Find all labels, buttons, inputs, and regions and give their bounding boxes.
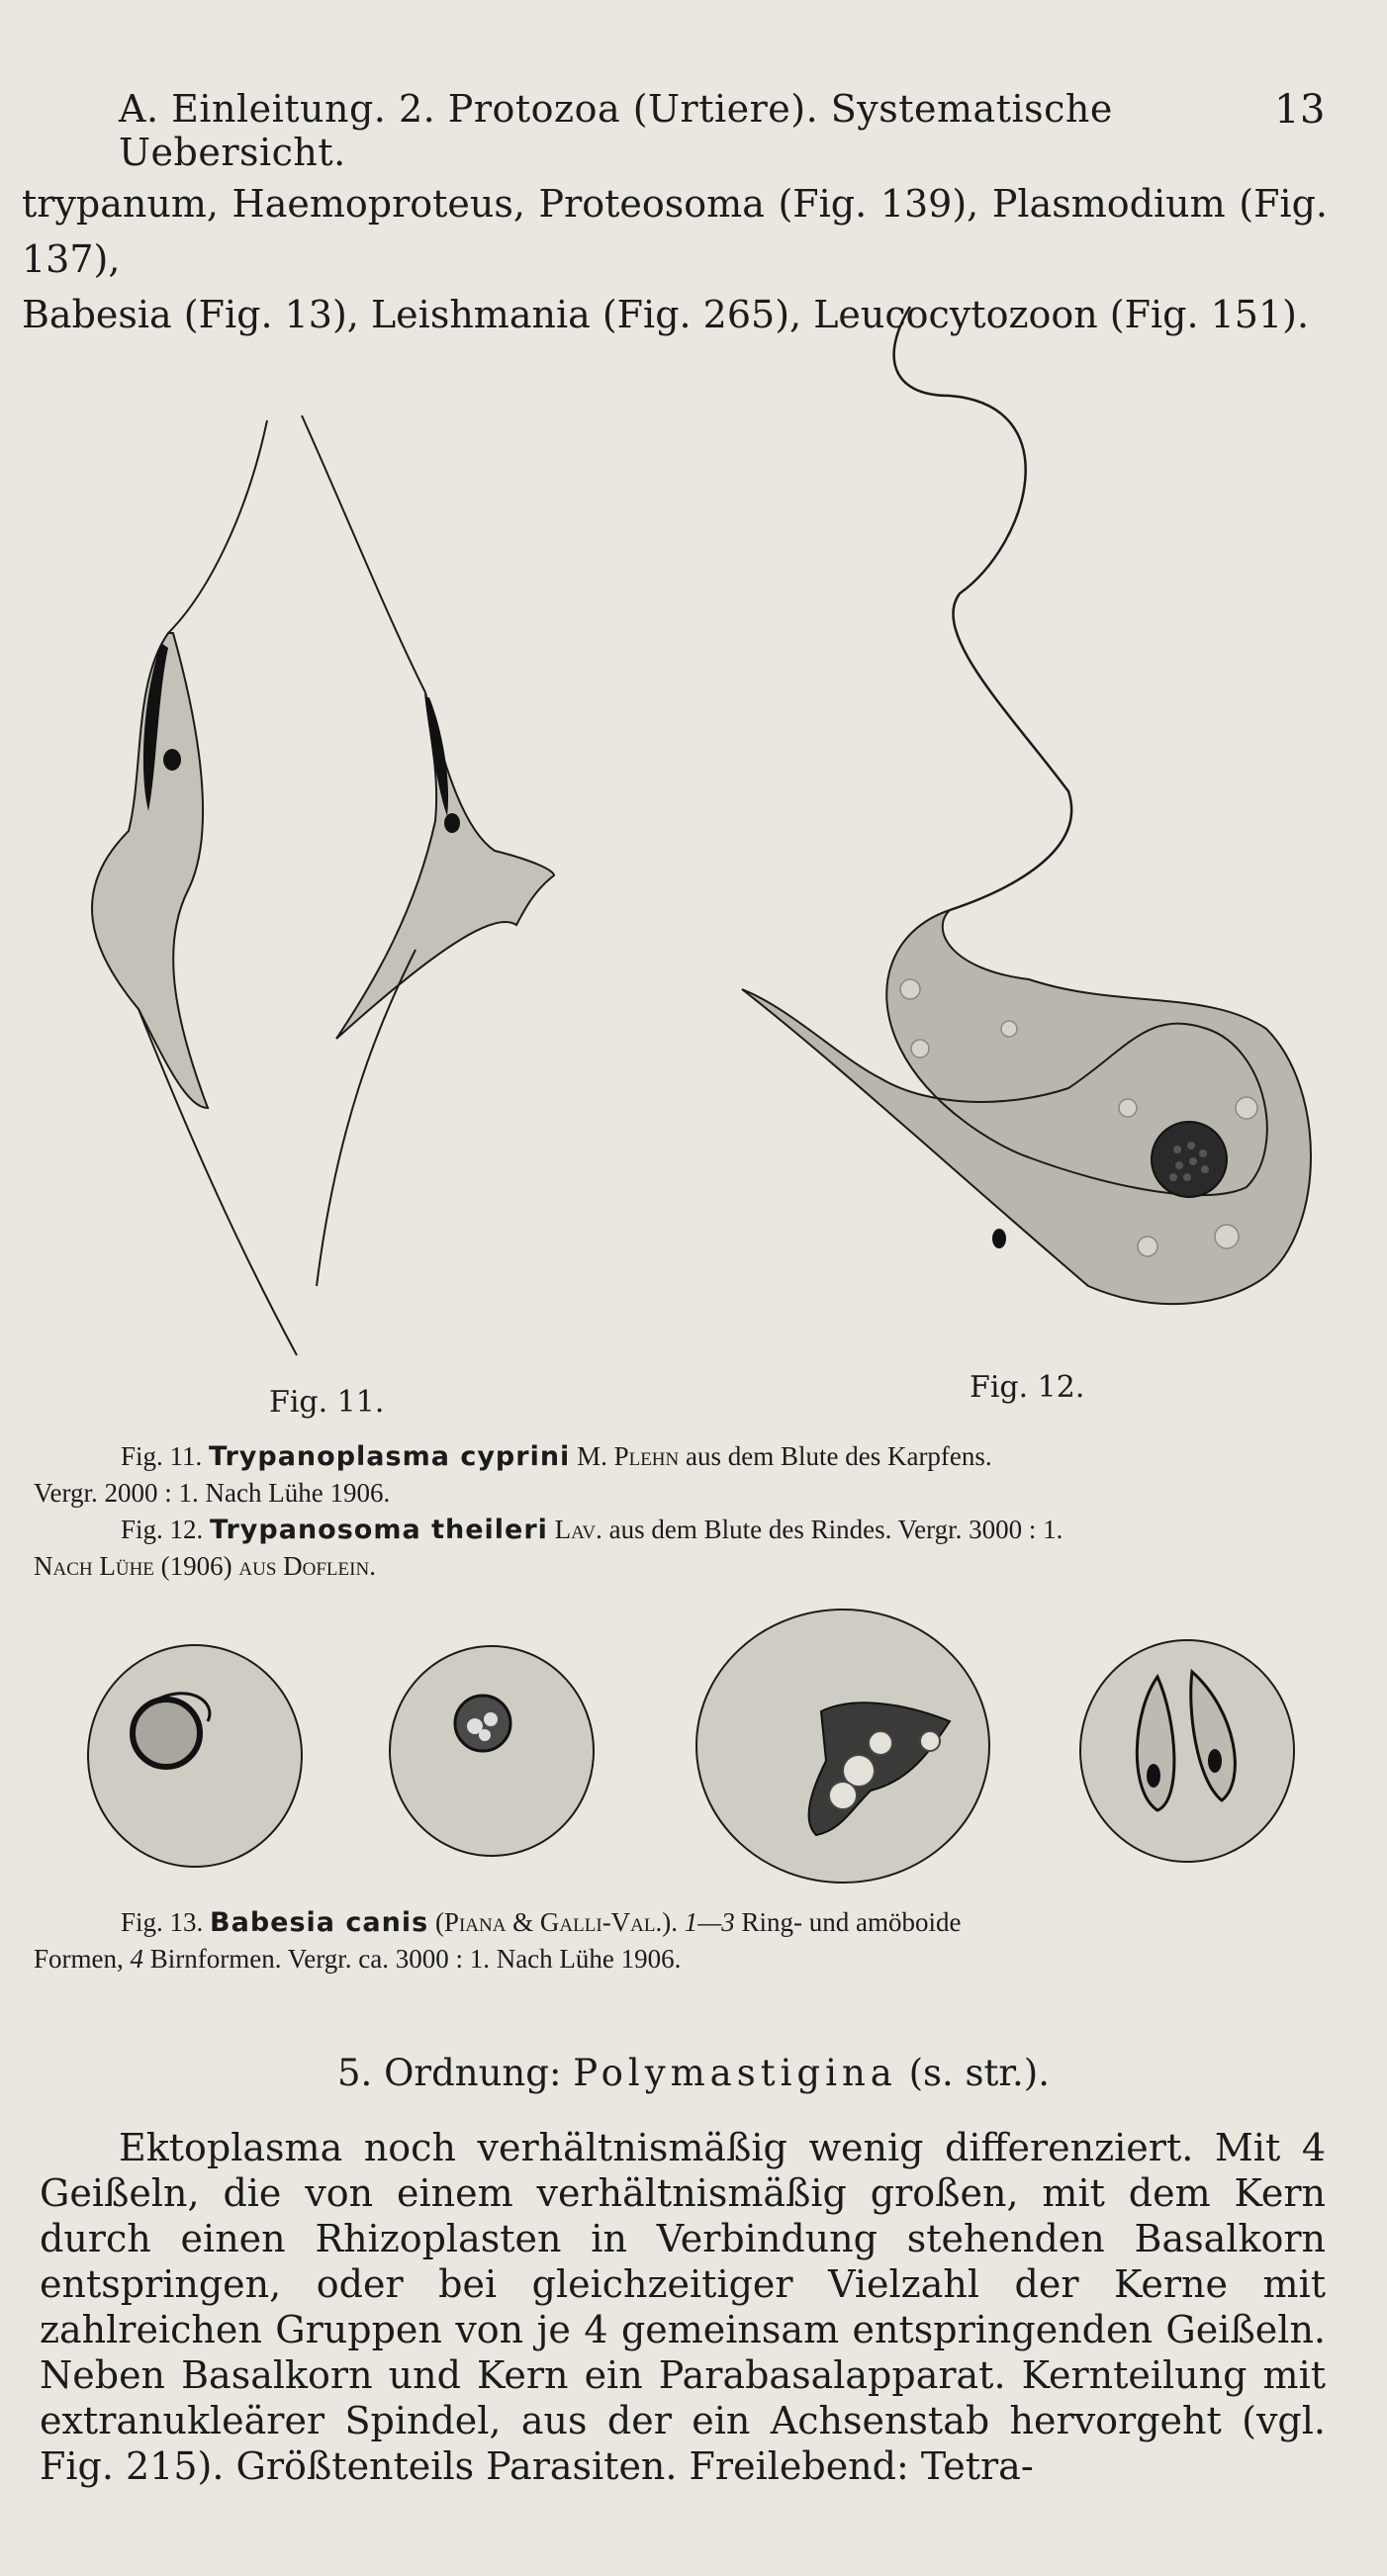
fig13-caption-rest: Ring- und amöboide <box>741 1907 962 1937</box>
running-title: A. Einleitung. 2. Protozoa (Urtiere). Systematische Uebersicht. <box>119 87 1113 174</box>
fig11-caption-line2: Vergr. 2000 : 1. Nach Lühe 1906. <box>34 1478 391 1508</box>
fig12-caption-rest: aus dem Blute des Rindes. Vergr. 3000 : 1. <box>608 1515 1063 1544</box>
fig13-caption-range: 1—3 <box>684 1907 735 1937</box>
fig12-illustration <box>712 297 1326 1335</box>
fig12-nucleus <box>1152 1122 1227 1197</box>
fig11-caption-species: Trypanoplasma cyprini <box>209 1441 571 1472</box>
intro-line-1: trypanum, Haemoproteus, Proteosoma (Fig. 139), Plasmodium (Fig. 137), <box>22 182 1328 281</box>
fig11-caption <box>34 1438 1340 1512</box>
section-name: Polymastigina <box>573 2052 897 2094</box>
fig11-left-flagellum-posterior <box>139 1009 297 1355</box>
fig11-caption-author: M. Plehn <box>577 1441 680 1471</box>
intro-line-2: Babesia (Fig. 13), Leishmania (Fig. 265), Leucocytozoon (Fig. 151). <box>22 293 1310 336</box>
fig12-caption-prefix: Fig. 12. <box>121 1515 204 1544</box>
fig11-right-cell-body <box>336 692 554 1039</box>
fig12-label: Fig. 12. <box>970 1370 1085 1405</box>
fig13-caption <box>34 1904 1340 1978</box>
fig13-cell-3 <box>696 1610 989 1883</box>
fig12-blepharoplast <box>992 1229 1006 1248</box>
section-heading <box>0 2052 1387 2094</box>
fig13-cell-1 <box>88 1645 302 1867</box>
fig12-caption-species: Trypanosoma theileri <box>210 1515 548 1545</box>
fig12-caption-line2: Nach Lühe (1906) aus Doflein. <box>34 1551 376 1581</box>
fig11-illustration <box>59 396 613 1385</box>
fig12-caption <box>34 1512 1340 1585</box>
page-number: 13 <box>1274 87 1326 133</box>
fig13-cell-4 <box>1080 1640 1294 1862</box>
fig11-caption-prefix: Fig. 11. <box>121 1441 203 1471</box>
fig13-caption-num4: 4 <box>130 1944 143 1974</box>
fig11-caption-rest: aus dem Blute des Karpfens. <box>686 1441 992 1471</box>
fig13-caption-authors: (Piana & Galli-Val.). <box>434 1907 679 1937</box>
fig11-left-flagellum-anterior <box>168 420 267 633</box>
fig13-caption-prefix: Fig. 13. <box>121 1907 204 1937</box>
fig11-right-flagellum-anterior <box>302 415 425 692</box>
fig13-caption-species: Babesia canis <box>210 1907 429 1938</box>
fig13-illustration <box>59 1603 1365 1899</box>
running-header <box>109 77 1326 174</box>
fig12-flagellum <box>894 307 1072 910</box>
fig11-left-blepharoplast <box>163 749 181 771</box>
body-paragraph: Ektoplasma noch verhältnismäßig wenig differenziert. Mit 4 Geißeln, die von einem verhältnismäßig großen, mit dem Kern durch einen Rhizoplasten in Verbindung stehenden Basalkorn entspringen, oder bei gleichzeitiger Vielzahl der Kerne mit zahlreichen Gruppen von je 4 gemeinsam entspringenden Geißeln. Neben Basalkorn und Kern ein Parabasalapparat. Kernteilung mit extranukleärer Spindel, aus der ein Achsenstab hervorgeht (vgl. Fig. 215). Größtenteils Parasiten. Freilebend: Tetra- <box>40 2126 1326 2488</box>
fig13-caption-line2-end: Birnformen. Vergr. ca. 3000 : 1. Nach Lühe 1906. <box>149 1944 682 1974</box>
fig11-right-blepharoplast <box>444 813 460 833</box>
section-number: 5. Ordnung: <box>337 2052 562 2094</box>
section-suffix: (s. str.). <box>908 2052 1050 2094</box>
fig13-caption-line2-start: Formen, <box>34 1944 124 1974</box>
fig13-cell-2 <box>390 1646 594 1856</box>
fig11-label: Fig. 11. <box>269 1385 385 1420</box>
fig12-caption-author: Lav. <box>554 1515 602 1544</box>
